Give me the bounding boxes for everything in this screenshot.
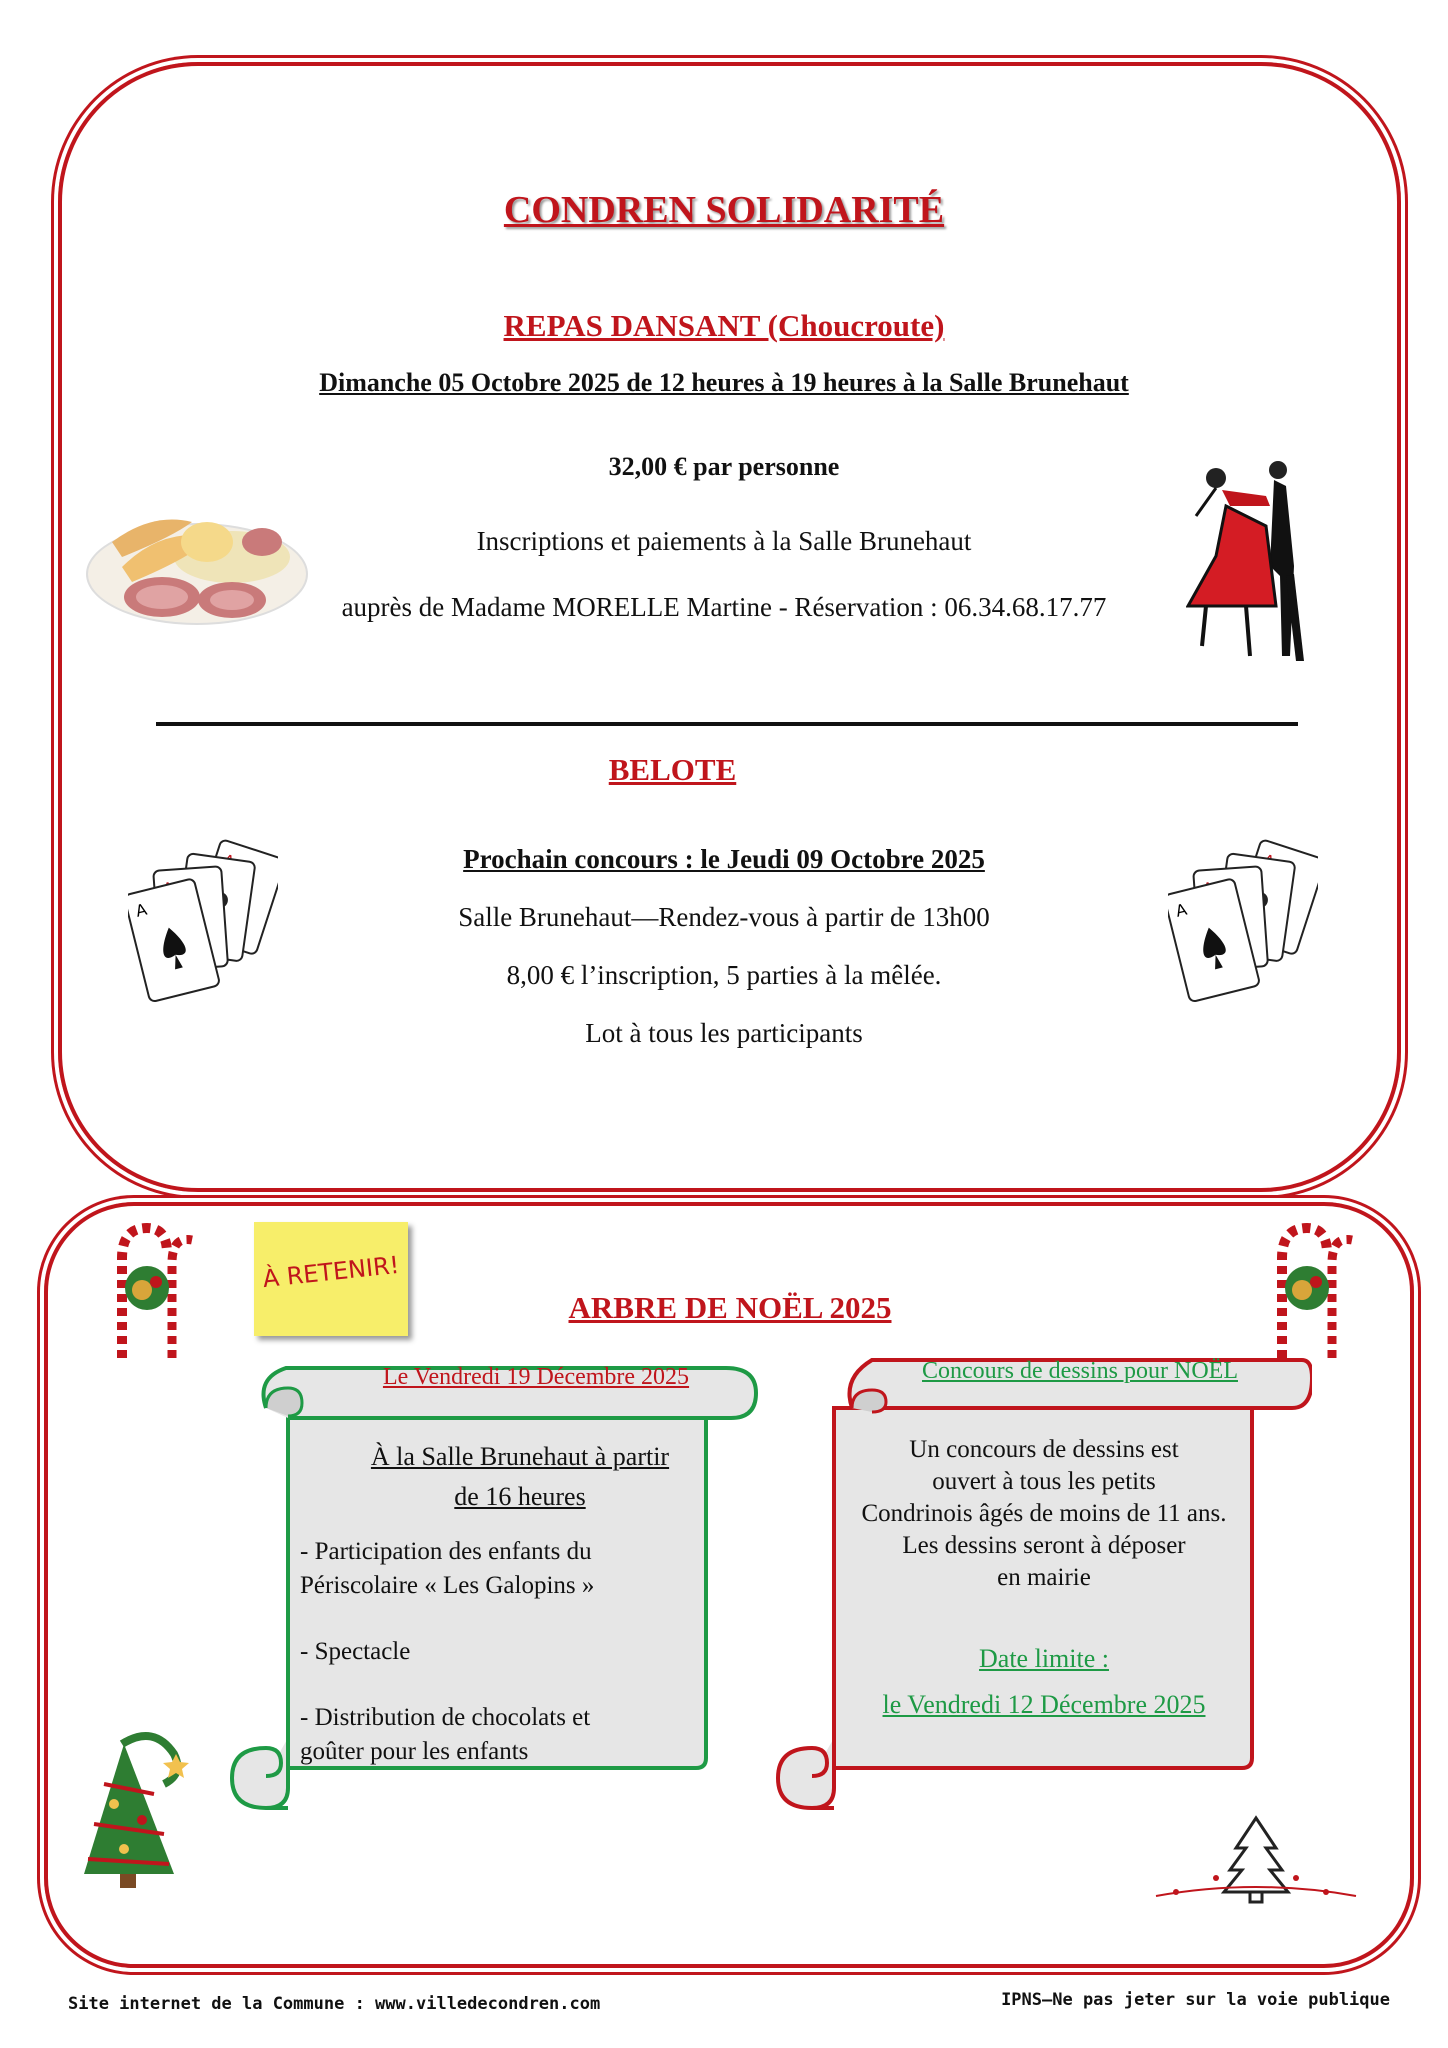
page-title: CONDREN SOLIDARITÉ	[503, 189, 945, 231]
sticky-note-text: À RETENIR!	[261, 1250, 401, 1294]
repas-heading: REPAS DANSANT (Choucroute)	[503, 308, 945, 343]
right-scroll-line4: Les dessins seront à déposer	[902, 1532, 1186, 1559]
repas-contact: auprès de Madame MORELLE Martine - Réservation : 06.34.68.17.77	[341, 592, 1107, 622]
left-scroll-item3-line2: goûter pour les enfants	[300, 1738, 529, 1765]
left-scroll-title-line1: À la Salle Brunehaut à partir	[370, 1442, 670, 1471]
belote-lot: Lot à tous les participants	[585, 1018, 863, 1048]
left-scroll-item1-line2: Périscolaire « Les Galopins »	[300, 1572, 595, 1599]
belote-next-contest: Prochain concours : le Jeudi 09 Octobre 2025	[463, 844, 985, 874]
belote-heading: BELOTE	[608, 752, 737, 787]
repas-price: 32,00 € par personne	[608, 452, 840, 481]
svg-text:A: A	[133, 899, 149, 921]
christmas-tree-icon	[64, 1724, 194, 1894]
noel-heading: ARBRE DE NOËL 2025	[568, 1290, 892, 1325]
playing-cards-icon	[1168, 838, 1318, 1018]
belote-place: Salle Brunehaut—Rendez-vous à partir de 13h00	[458, 902, 990, 932]
deadline-label: Date limite :	[979, 1644, 1109, 1673]
playing-cards-icon	[128, 838, 278, 1018]
left-scroll-item3-line1: - Distribution de chocolats et	[300, 1704, 591, 1731]
dancers-illustration	[1186, 456, 1316, 670]
belote-fee: 8,00 € l’inscription, 5 parties à la mêlée.	[506, 960, 942, 990]
repas-date: Dimanche 05 Octobre 2025 de 12 heures à 19 heures à la Salle Brunehaut	[319, 368, 1129, 397]
sketch-tree-icon	[1146, 1808, 1366, 1908]
left-scroll-item1-line1: - Participation des enfants du	[300, 1538, 592, 1565]
footer-website: Site internet de la Commune : www.villedecondren.com	[68, 1994, 601, 2014]
right-scroll-line1: Un concours de dessins est	[909, 1436, 1179, 1463]
choucroute-dish-illustration	[82, 482, 312, 632]
footer-ipns: IPNS—Ne pas jeter sur la voie publique	[1001, 1990, 1390, 2010]
right-scroll-header: Concours de dessins pour NOËL	[922, 1358, 1238, 1384]
left-scroll-header: Le Vendredi 19 Décembre 2025	[382, 1364, 690, 1390]
svg-text:A: A	[1173, 899, 1189, 921]
deadline-date: le Vendredi 12 Décembre 2025	[882, 1690, 1206, 1719]
left-scroll-item2: - Spectacle	[300, 1638, 411, 1665]
right-scroll-line5: en mairie	[997, 1564, 1091, 1591]
left-scroll-title-line2: de 16 heures	[454, 1482, 586, 1511]
right-scroll-line3: Condrinois âgés de moins de 11 ans.	[861, 1500, 1227, 1527]
right-scroll-line2: ouvert à tous les petits	[932, 1468, 1156, 1495]
repas-inscriptions: Inscriptions et paiements à la Salle Brunehaut	[476, 526, 972, 556]
section-divider	[156, 722, 1298, 726]
